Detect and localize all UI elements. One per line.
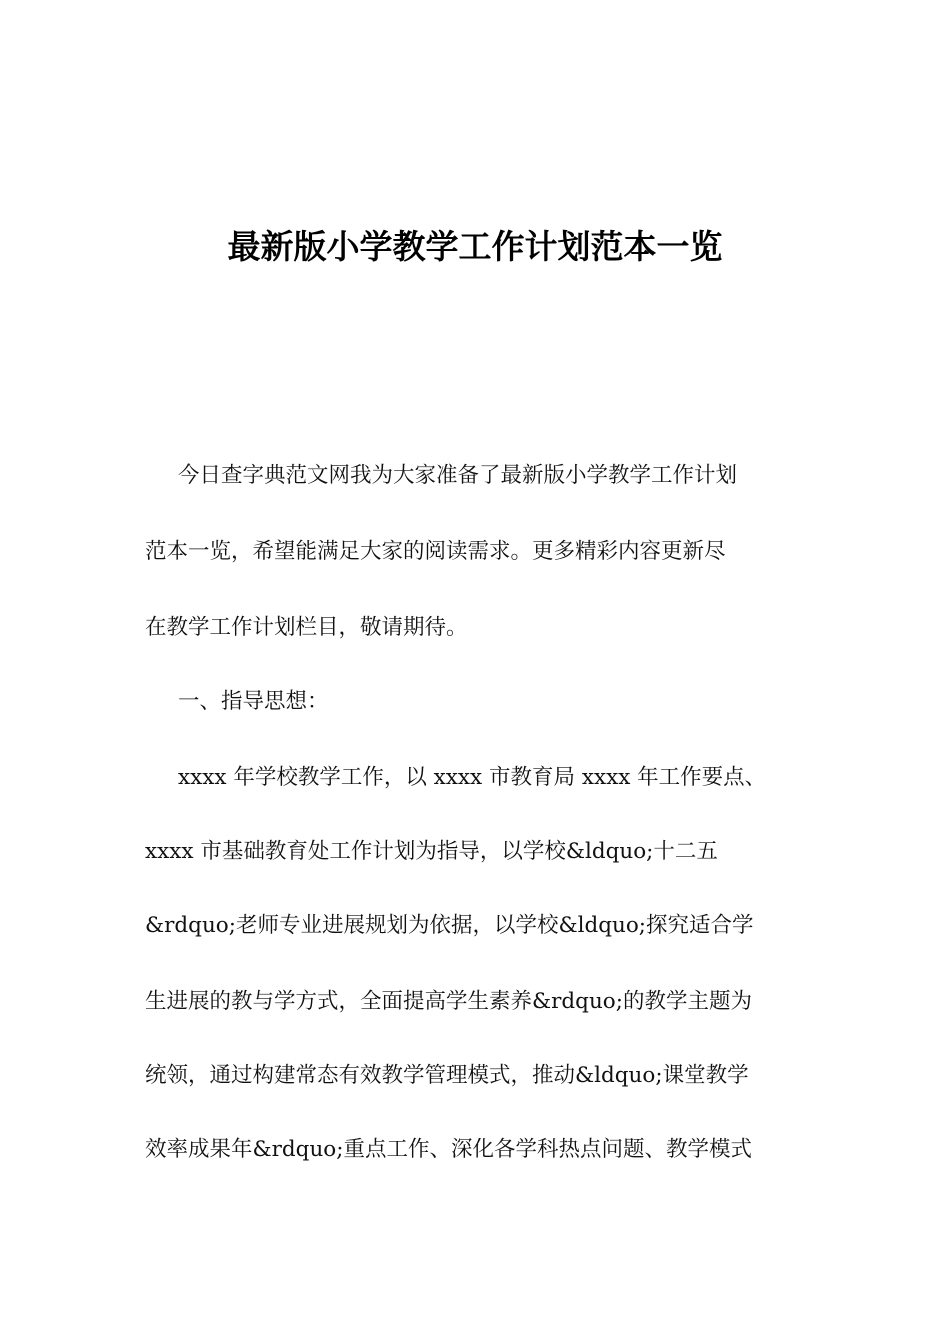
paragraph-line: &rdquo;老师专业进展规划为依据，以学校&ldquo;探究适合学 <box>145 913 754 938</box>
paragraph-line: xxxx 市基础教育处工作计划为指导，以学校&ldquo;十二五 <box>145 839 718 864</box>
paragraph-line: 生进展的教与学方式，全面提高学生素养&rdquo;的教学主题为 <box>145 989 752 1014</box>
paragraph-line: 在教学工作计划栏目，敬请期待。 <box>145 615 468 640</box>
section-heading: 一、指导思想： <box>178 689 329 714</box>
paragraph-line: xxxx 年学校教学工作，以 xxxx 市教育局 xxxx 年工作要点、 <box>178 765 767 790</box>
document-title: 最新版小学教学工作计划范本一览 <box>227 227 723 266</box>
paragraph-line: 统领，通过构建常态有效教学管理模式，推动&ldquo;课堂教学 <box>145 1063 749 1088</box>
paragraph-line: 范本一览，希望能满足大家的阅读需求。更多精彩内容更新尽 <box>145 539 726 564</box>
paragraph-line: 今日查字典范文网我为大家准备了最新版小学教学工作计划 <box>178 463 738 488</box>
paragraph-line: 效率成果年&rdquo;重点工作、深化各学科热点问题、教学模式 <box>145 1137 752 1162</box>
